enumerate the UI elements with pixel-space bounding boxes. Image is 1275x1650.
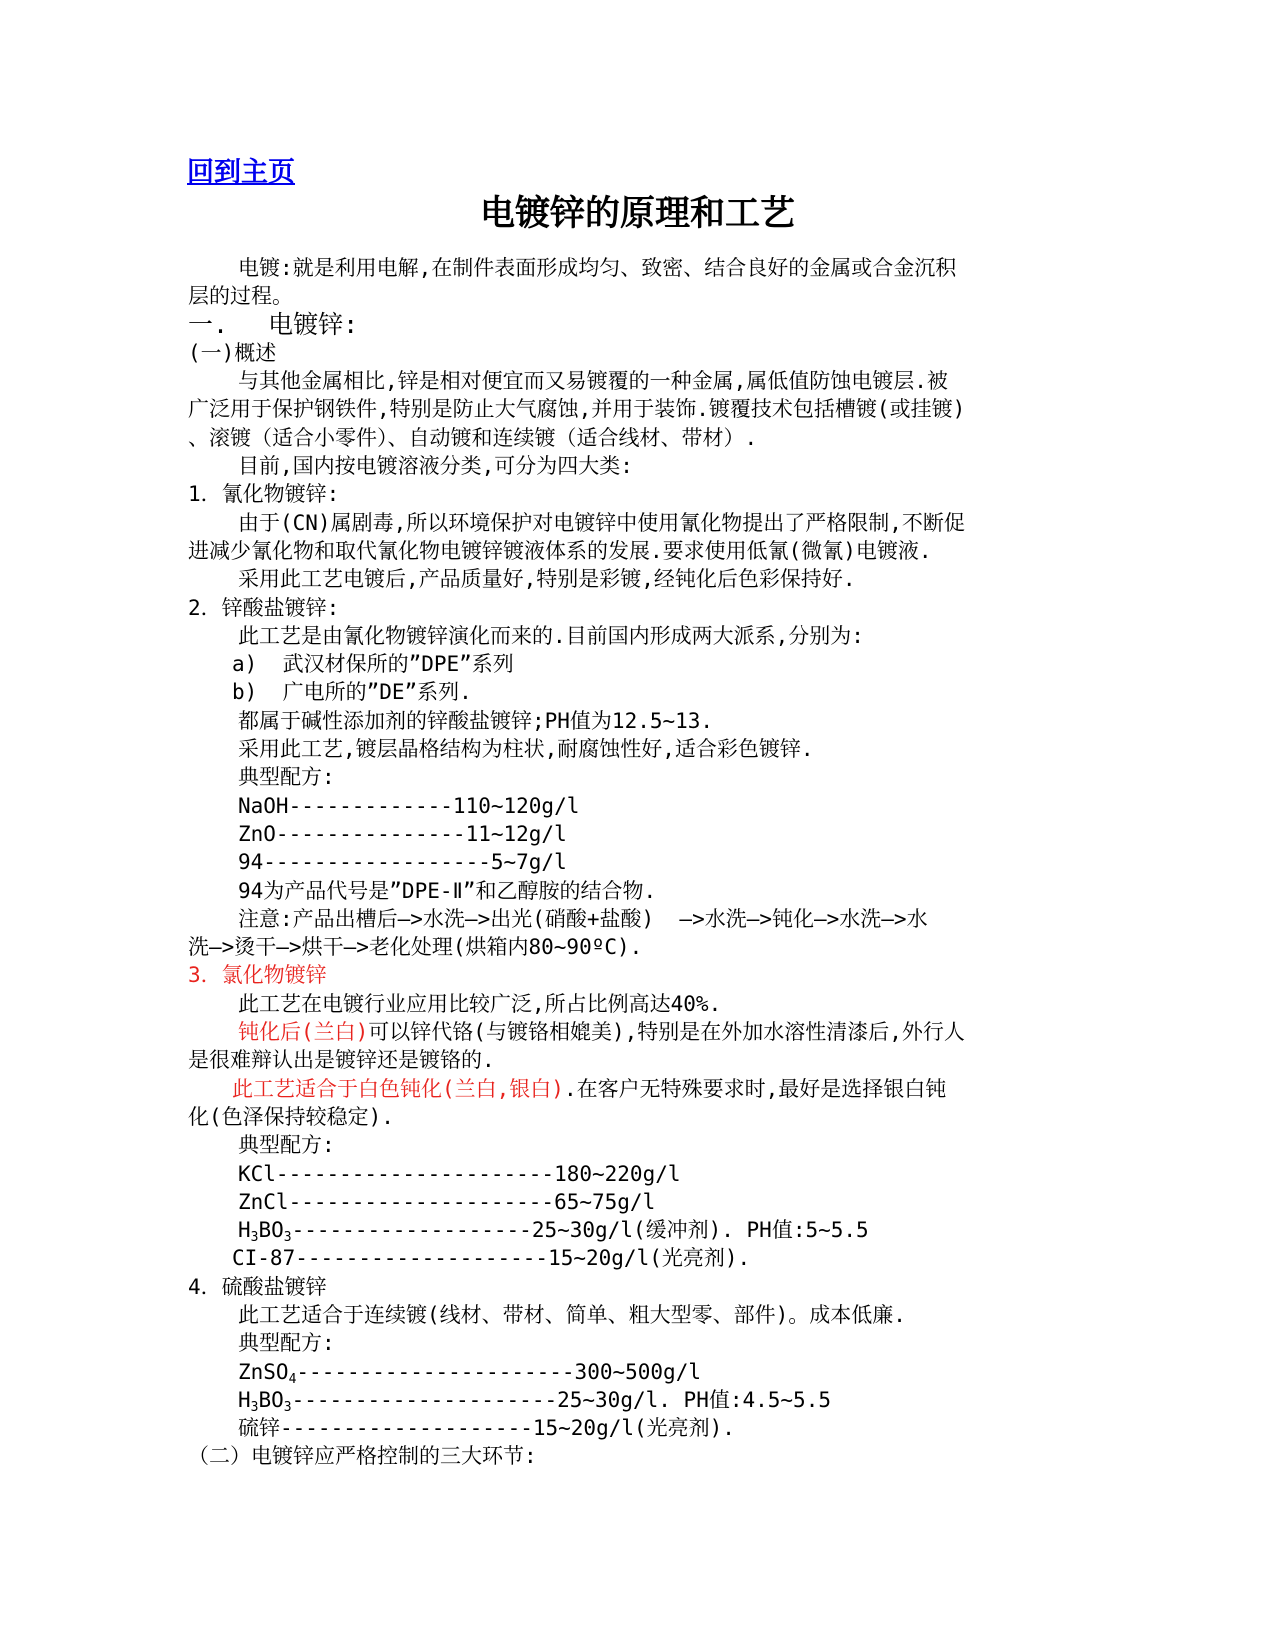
formula-line: KCl----------------------180~220g/l [238, 1161, 681, 1186]
section-heading-text: 电镀锌: [268, 309, 359, 339]
subsection-heading: (一)概述 [188, 340, 277, 365]
paragraph-line: 94为产品代号是”DPE-Ⅱ”和乙醇胺的结合物. [238, 878, 657, 903]
paragraph-line: 广泛用于保护钢铁件,特别是防止大气腐蚀,并用于装饰.镀覆技术包括槽镀(或挂镀) [188, 397, 966, 422]
formula-line: NaOH-------------110~120g/l [238, 793, 580, 818]
paragraph-line: 采用此工艺电镀后,产品质量好,特别是彩镀,经钝化后色彩保持好. [238, 567, 856, 592]
highlight-text: 钝化后(兰白) [238, 1020, 369, 1045]
list-heading-highlight: 3．氯化物镀锌 [188, 963, 327, 988]
section-number: 一. [188, 309, 229, 339]
formula-line [188, 1386, 1088, 1414]
formula-line: 硫锌--------------------15~20g/l(光亮剂). [238, 1416, 735, 1441]
paragraph-line: 电镀:就是利用电解,在制件表面形成均匀、致密、结合良好的金属或合金沉积 [238, 256, 957, 280]
subscript: 3 [283, 1230, 292, 1246]
formula-text: H [238, 1218, 251, 1243]
paragraph-line: 都属于碱性添加剂的锌酸盐镀锌;PH值为12.5~13. [238, 708, 714, 733]
formula-text: ZnSO [238, 1359, 289, 1384]
paragraph-line: 目前,国内按电镀溶液分类,可分为四大类: [238, 454, 633, 479]
subscript: 3 [283, 1399, 292, 1415]
paragraph-line: 采用此工艺,镀层晶格结构为柱状,耐腐蚀性好,适合彩色镀锌. [238, 737, 814, 762]
paragraph-line: 此工艺适合于连续镀(线材、带材、简单、粗大型零、部件)。成本低廉. [238, 1302, 906, 1327]
formula-line: ZnO---------------11~12g/l [238, 821, 567, 846]
list-item: a) 武汉材保所的”DPE”系列 [232, 652, 514, 677]
paragraph-line: 化(色泽保持较稳定). [188, 1104, 394, 1129]
paragraph-line: 由于(CN)属剧毒,所以环境保护对电镀锌中使用氰化物提出了严格限制,不断促 [238, 510, 965, 535]
highlight-text: 此工艺适合于白色钝化(兰白,银白) [232, 1076, 564, 1101]
formula-heading: 典型配方: [238, 765, 335, 790]
formula-text: ----------------------300~500g/l [296, 1359, 701, 1384]
formula-heading: 典型配方: [238, 1133, 335, 1158]
formula-line: 94------------------5~7g/l [238, 850, 567, 875]
paragraph-line [188, 1075, 1088, 1103]
document-body [188, 254, 1088, 1471]
paragraph-line: 、滚镀（适合小零件）、自动镀和连续镀（适合线材、带材）. [188, 425, 758, 450]
paragraph-line: 是很难辩认出是镀锌还是镀铬的. [188, 1048, 495, 1073]
paragraph-line: 进减少氰化物和取代氰化物电镀锌镀液体系的发展.要求使用低氰(微氰)电镀液. [188, 538, 932, 563]
formula-text: -------------------25~30g/l(缓冲剂). PH值:5~5.5 [291, 1218, 869, 1243]
subscript: 3 [250, 1399, 259, 1415]
section-heading [188, 311, 1088, 339]
home-link[interactable]: 回到主页 [187, 157, 295, 188]
paragraph-text: .在客户无特殊要求时,最好是选择银白钝 [563, 1076, 947, 1101]
list-item: b) 广电所的”DE”系列. [232, 680, 472, 705]
subscript: 4 [288, 1371, 297, 1387]
formula-line: CI-87--------------------15~20g/l(光亮剂). [232, 1246, 751, 1271]
subsection-heading: （二）电镀锌应严格控制的三大环节: [188, 1444, 537, 1469]
list-heading: 4．硫酸盐镀锌 [188, 1274, 327, 1299]
paragraph-line: 此工艺是由氰化物镀锌演化而来的.目前国内形成两大派系,分别为: [238, 623, 864, 648]
formula-line: ZnCl---------------------65~75g/l [238, 1189, 656, 1214]
document-title: 电镀锌的原理和工艺 [479, 194, 795, 234]
formula-heading: 典型配方: [238, 1331, 335, 1356]
paragraph-line [188, 1018, 1088, 1046]
paragraph-line: 此工艺在电镀行业应用比较广泛,所占比例高达40%. [238, 991, 722, 1016]
formula-line [188, 1358, 1088, 1386]
list-heading: 2．锌酸盐镀锌: [188, 595, 340, 620]
paragraph-line: 与其他金属相比,锌是相对便宜而又易镀覆的一种金属,属低值防蚀电镀层.被 [238, 369, 948, 394]
formula-text: ---------------------25~30g/l. PH值:4.5~5.5 [291, 1387, 831, 1412]
paragraph-line: 注意:产品出槽后—>水洗—>出光(硝酸+盐酸) —>水洗—>钝化—>水洗—>水 [238, 906, 928, 931]
formula-line [188, 1216, 1088, 1244]
paragraph-text: 可以锌代铬(与镀铬相媲美),特别是在外加水溶性清漆后,外行人 [368, 1020, 965, 1045]
formula-text: BO [258, 1387, 284, 1412]
paragraph-line: 洗—>烫干—>烘干—>老化处理(烘箱内80~90ºC). [188, 935, 643, 960]
subscript: 3 [250, 1230, 259, 1246]
formula-text: BO [258, 1218, 284, 1243]
paragraph-line: 层的过程。 [188, 284, 293, 309]
formula-text: H [238, 1387, 251, 1412]
list-heading: 1．氰化物镀锌: [188, 482, 340, 507]
